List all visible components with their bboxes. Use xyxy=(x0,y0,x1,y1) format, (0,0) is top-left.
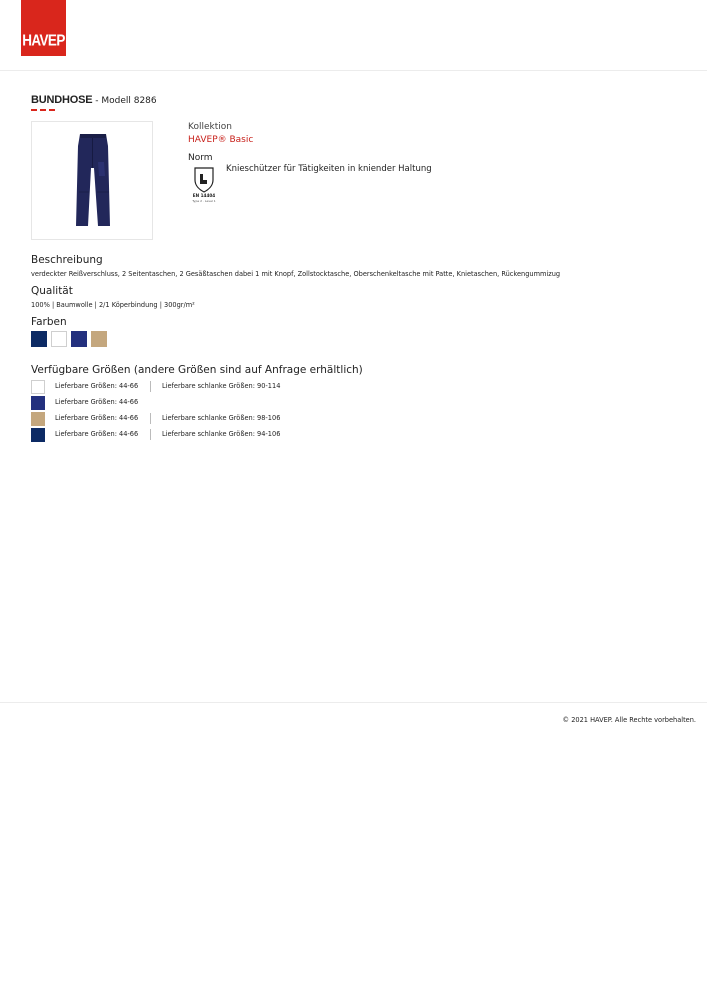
title-underline-dashes xyxy=(31,109,55,111)
trousers-image xyxy=(74,132,112,228)
slim-sizes-text: Lieferbare schlanke Größen: 90-114 xyxy=(162,382,281,390)
product-image[interactable] xyxy=(31,121,153,240)
en14404-norm-icon xyxy=(191,166,217,204)
size-row xyxy=(31,427,281,443)
size-row xyxy=(31,379,281,395)
size-color-swatch xyxy=(31,412,45,426)
slim-sizes-text: Lieferbare schlanke Größen: 94-106 xyxy=(162,430,281,438)
product-title xyxy=(31,94,157,106)
color-swatch[interactable] xyxy=(51,331,67,347)
size-color-swatch xyxy=(31,396,45,410)
product-name: BUNDHOSE xyxy=(31,94,93,106)
description-text: verdeckter Reißverschluss, 2 Seitentaschen, 2 Gesäßtaschen dabei 1 mit Knopf, Zollstocktasche, Oberschenkeltasche mit Patte, Knietaschen, Rückengummizug xyxy=(31,270,561,278)
size-separator xyxy=(150,413,151,424)
logo-text: HAVEP xyxy=(22,31,65,50)
quality-text: 100% | Baumwolle | 2/1 Köperbindung | 300gr/m² xyxy=(31,301,195,309)
collection-link[interactable]: HAVEP® Basic xyxy=(188,135,254,145)
description-title: Beschreibung xyxy=(31,254,103,266)
collection-label: Kollektion xyxy=(188,122,232,132)
color-swatch[interactable] xyxy=(31,331,47,347)
regular-sizes-text: Lieferbare Größen: 44-66 xyxy=(55,430,139,438)
footer-divider xyxy=(0,702,707,703)
product-model: - Modell 8286 xyxy=(92,96,157,106)
norm-badge-sub: Type 2 · Level 1 xyxy=(192,199,216,203)
color-swatch[interactable] xyxy=(71,331,87,347)
size-row xyxy=(31,411,281,427)
header-divider xyxy=(0,70,707,71)
quality-title: Qualität xyxy=(31,285,73,297)
size-color-swatch xyxy=(31,380,45,394)
size-separator xyxy=(150,429,151,440)
norm-label: Norm xyxy=(188,153,213,163)
size-separator xyxy=(150,381,151,392)
havep-logo[interactable] xyxy=(21,0,66,56)
color-swatch[interactable] xyxy=(91,331,107,347)
norm-description: Knieschützer für Tätigkeiten in kniender Haltung xyxy=(226,164,432,174)
size-list xyxy=(31,379,281,443)
regular-sizes-text: Lieferbare Größen: 44-66 xyxy=(55,414,139,422)
norm-badge-text: EN 14404 xyxy=(192,193,216,198)
slim-sizes-text: Lieferbare schlanke Größen: 98-106 xyxy=(162,414,281,422)
regular-sizes-text: Lieferbare Größen: 44-66 xyxy=(55,382,139,390)
regular-sizes-text: Lieferbare Größen: 44-66 xyxy=(55,398,139,406)
color-swatches xyxy=(31,331,107,347)
sizes-title: Verfügbare Größen (andere Größen sind auf Anfrage erhältlich) xyxy=(31,364,363,376)
colors-title: Farben xyxy=(31,316,67,328)
copyright-text: © 2021 HAVEP. Alle Rechte vorbehalten. xyxy=(562,716,696,724)
size-row xyxy=(31,395,139,411)
size-color-swatch xyxy=(31,428,45,442)
